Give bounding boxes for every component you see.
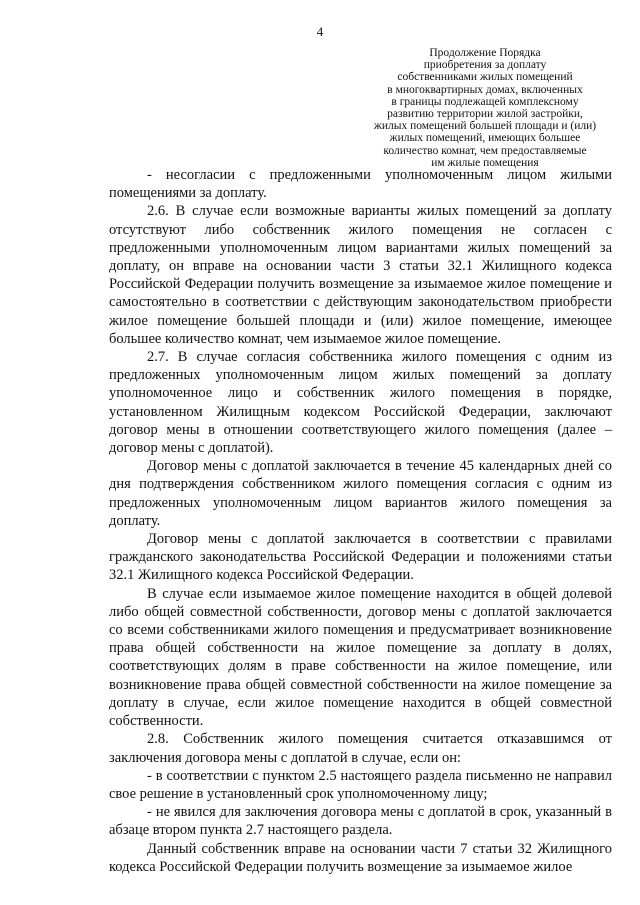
paragraph: 2.8. Собственник жилого помещения считается отказавшимся от заключения договора мены с доплатой в случае, если он:	[109, 731, 612, 766]
paragraph: Договор мены с доплатой заключается в течение 45 календарных дней со дня подтверждения собственником жилого помещения согласия с одним из предложенных уполномоченным лицом вариантов жилого помещения за доплату.	[109, 458, 612, 529]
header-line: развитию территории жилой застройки,	[387, 108, 583, 121]
document-body	[109, 166, 612, 876]
document-header	[356, 47, 614, 169]
header-line: Продолжение Порядка	[429, 47, 541, 59]
header-line: жилых помещений, имеющих большее	[389, 132, 581, 145]
header-line: собственниками жилых помещений	[397, 71, 573, 84]
header-line: им жилые помещения	[431, 156, 539, 169]
header-line: в многоквартирных домах, включенных	[387, 83, 583, 96]
paragraph: - в соответствии с пунктом 2.5 настоящего раздела письменно не направил свое решение в установленный срок уполномоченному лицу;	[109, 767, 612, 802]
page-number: 4	[316, 24, 324, 39]
paragraph: Данный собственник вправе на основании части 7 статьи 32 Жилищного кодекса Российской Федерации получить возмещение за изымаемое жилое	[109, 840, 612, 875]
header-line: количество комнат, чем предоставляемые	[383, 144, 587, 157]
header-line: приобретения за доплату	[423, 59, 547, 72]
paragraph: - не явился для заключения договора мены с доплатой в срок, указанный в абзаце втором пункта 2.7 настоящего раздела.	[109, 804, 612, 839]
paragraph: 2.7. В случае согласия собственника жилого помещения с одним из предложенных уполномоченным лицом жилых помещений за доплату уполномоченное лицо и собственник жилого помещения в порядке, установленном Жилищным кодексом Российской Федерации, заключают договор мены в отношении соответствующего жилого помещения (далее – договор мены с доплатой).	[109, 349, 612, 457]
paragraph: В случае если изымаемое жилое помещение находится в общей долевой либо общей совместной собственности, договор мены с доплатой заключается со всеми собственниками жилого помещения и предусматривает возникновение права общей собственности на жилое помещение за доплату в долях, соответствующих долям в праве собственности на жилое помещение, или возникновение права общей совместной собственности на жилое помещение за доплату в случае, если жилое помещение находится в общей совместной собственности.	[109, 585, 612, 730]
paragraph: - несогласии с предложенными уполномоченным лицом жилыми помещениями за доплату.	[109, 167, 612, 202]
paragraph: Договор мены с доплатой заключается в соответствии с правилами гражданского законодательства Российской Федерации и положениями статьи 32.1 Жилищного кодекса Российской Федерации.	[109, 531, 612, 584]
header-line: в границы подлежащей комплексному	[391, 95, 579, 108]
paragraph: 2.6. В случае если возможные варианты жилых помещений за доплату отсутствуют либо собственник жилого помещения не согласен с предложенными уполномоченным лицом вариантами жилых помещений за доплату, он вправе на основании части 3 статьи 32.1 Жилищного кодекса Российской Федерации получить возмещение за изымаемое жилое помещение и самостоятельно в соответствии с действующим законодательством приобрести жилое помещение большей площади и (или) жилое помещение, имеющее большее количество комнат, чем изымаемое жилое помещение.	[109, 203, 612, 347]
header-line: жилых помещений большей площади и (или)	[373, 120, 597, 133]
